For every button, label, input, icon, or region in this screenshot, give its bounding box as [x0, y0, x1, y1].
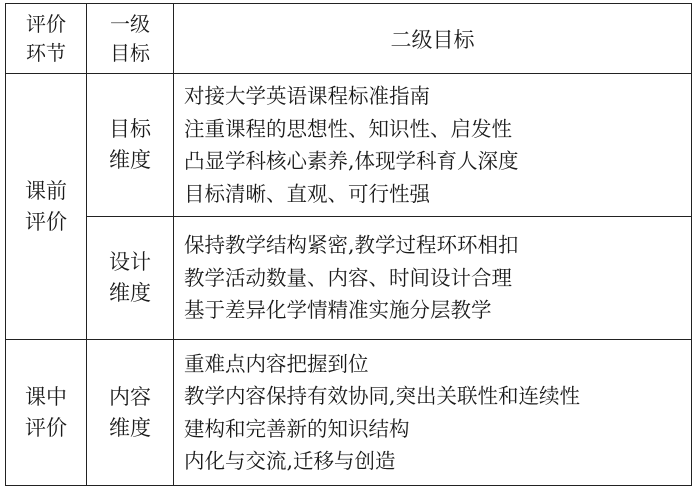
- stage-label-line2: 评价: [25, 415, 67, 440]
- header-row: [6, 4, 692, 74]
- table-row: [6, 340, 692, 486]
- header-level1-label-line1: 一级: [110, 11, 150, 36]
- level1-label-line1: 设计: [109, 250, 151, 274]
- goals-cell-goal-dimension: [174, 74, 692, 217]
- goal-item: 对接大学英语课程标准指南: [184, 84, 430, 108]
- goal-item: 重难点内容把握到位: [184, 351, 369, 376]
- goal-item: 建构和完善新的知识结构: [184, 416, 410, 441]
- header-stage-cell: [6, 4, 87, 74]
- stage-label-line1: 课中: [25, 384, 67, 409]
- table-row: [6, 217, 692, 340]
- header-level2-label: 二级目标: [390, 27, 475, 52]
- header-stage-label-line2: 环节: [26, 40, 66, 65]
- level1-cell-content-dimension: [87, 340, 174, 486]
- goal-item: 目标清晰、直观、可行性强: [184, 181, 430, 206]
- level1-label-line1: 内容: [109, 384, 151, 409]
- stage-label-line1: 课前: [25, 178, 67, 203]
- goal-item: 基于差异化学情精准实施分层教学: [184, 298, 492, 323]
- level1-cell-design-dimension: [87, 217, 174, 340]
- header-level1-label-line2: 目标: [110, 40, 150, 65]
- table-row: [6, 74, 692, 217]
- level1-label-line2: 维度: [109, 415, 151, 440]
- level1-label-line2: 维度: [109, 148, 151, 172]
- goal-item: 教学活动数量、内容、时间设计合理: [184, 265, 512, 290]
- stage-label-line2: 评价: [25, 209, 67, 234]
- evaluation-table-container: [5, 3, 691, 485]
- stage-cell-in-class: [6, 340, 87, 486]
- evaluation-table: [5, 3, 692, 486]
- level1-label-line2: 维度: [109, 281, 151, 305]
- header-level1-cell: [87, 4, 174, 74]
- stage-cell-pre-class: [6, 74, 87, 340]
- goal-item: 注重课程的思想性、知识性、启发性: [184, 116, 512, 141]
- level1-cell-goal-dimension: [87, 74, 174, 217]
- goals-cell-design-dimension: [174, 217, 692, 340]
- header-stage-label-line1: 评价: [26, 11, 66, 36]
- header-level2-cell: [174, 4, 692, 74]
- goal-item: 内化与交流,迁移与创造: [184, 449, 396, 473]
- goal-item: 凸显学科核心素养,体现学科育人深度: [184, 149, 519, 173]
- level1-label-line1: 目标: [109, 117, 151, 141]
- goals-cell-content-dimension: [174, 340, 692, 486]
- goal-item: 教学内容保持有效协同,突出关联性和连续性: [184, 384, 581, 408]
- goal-item: 保持教学结构紧密,教学过程环环相扣: [184, 233, 519, 258]
